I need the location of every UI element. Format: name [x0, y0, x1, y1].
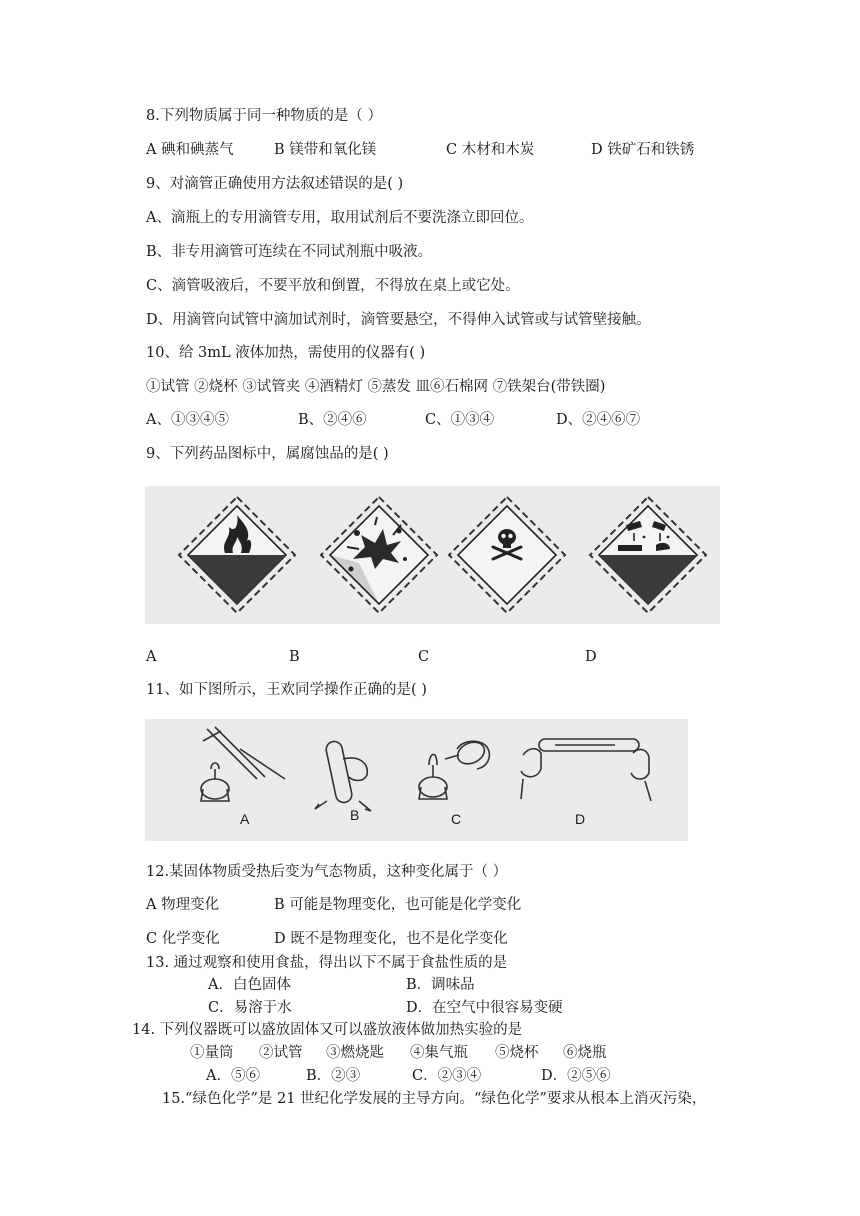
question-9-dropper-option-b: B、非专用滴管可连续在不同试剂瓶中吸液。 — [146, 244, 433, 260]
hazard-label-a: A — [146, 649, 157, 665]
question-10-stem: 10、给 3mL 液体加热，需使用的仪器有( ) — [146, 345, 426, 361]
operation-label-c: C — [451, 811, 462, 827]
question-12-option-b: B 可能是物理变化，也可能是化学变化 — [274, 897, 522, 913]
question-14-item-3: ③燃烧匙 — [326, 1045, 384, 1061]
question-14-item-5: ⑤烧杯 — [495, 1045, 539, 1061]
question-11-stem: 11、如下图所示，王欢同学操作正确的是( ) — [146, 682, 427, 698]
question-8-stem: 8.下列物质属于同一种物质的是（ ） — [146, 108, 382, 124]
flammable-hazard-icon — [179, 497, 295, 613]
question-14-item-4: ④集气瓶 — [410, 1045, 468, 1061]
question-14-option-a: A．⑤⑥ — [206, 1068, 260, 1084]
hazard-label-d: D — [585, 649, 597, 665]
question-14-option-c: C．②③④ — [412, 1068, 482, 1084]
question-10-items: ①试管 ②烧杯 ③试管夹 ④酒精灯 ⑤蒸发 皿⑥石棉网 ⑦铁架台(带铁圈) — [146, 379, 606, 395]
question-9-dropper-option-d: D、用滴管向试管中滴加试剂时，滴管要悬空，不得伸入试管或与试管壁接触。 — [146, 312, 651, 328]
question-14-option-d: D．②⑤⑥ — [541, 1068, 611, 1084]
question-14-item-6: ⑥烧瓶 — [563, 1045, 607, 1061]
question-14-item-1: ①量筒 — [190, 1045, 234, 1061]
corrosive-hazard-icon — [590, 497, 706, 613]
question-9-hazard-stem: 9、下列药品图标中，属腐蚀品的是( ) — [146, 446, 389, 462]
question-9-dropper-stem: 9、对滴管正确使用方法叙述错误的是( ) — [146, 176, 404, 192]
question-13-option-d: D．在空气中很容易变硬 — [406, 1000, 563, 1016]
operation-label-d: D — [575, 811, 586, 827]
question-13-option-b: B．调味品 — [406, 977, 475, 993]
operation-d-illustration — [521, 739, 651, 801]
operation-a-illustration — [201, 727, 285, 801]
operation-label-b: B — [350, 807, 360, 823]
explosive-hazard-icon — [321, 497, 437, 613]
question-10-option-d: D、②④⑥⑦ — [556, 412, 641, 428]
question-13-stem: 13. 通过观察和使用食盐，得出以下不属于食盐性质的是 — [146, 955, 508, 971]
hazard-symbols-figure — [145, 486, 720, 624]
question-12-option-d: D 既不是物理变化，也不是化学变化 — [274, 931, 508, 947]
question-12-option-c: C 化学变化 — [146, 931, 220, 947]
hazard-label-c: C — [418, 649, 430, 665]
question-9-dropper-option-c: C、滴管吸液后，不要平放和倒置，不得放在桌上或它处。 — [146, 278, 520, 294]
hazard-label-b: B — [289, 649, 300, 665]
question-13-option-a: A．白色固体 — [208, 977, 291, 993]
operation-c-illustration — [419, 738, 489, 799]
question-9-dropper-option-a: A、滴瓶上的专用滴管专用，取用试剂后不要洗涤立即回位。 — [146, 210, 534, 226]
operation-label-a: A — [240, 811, 250, 827]
operation-b-illustration — [315, 740, 371, 811]
question-8-option-b: B 镁带和氧化镁 — [274, 142, 377, 158]
question-8-option-a: A 碘和碘蒸气 — [146, 142, 234, 158]
question-10-option-a: A、①③④⑤ — [146, 412, 229, 428]
question-14-stem: 14. 下列仪器既可以盛放固体又可以盛放液体做加热实验的是 — [132, 1022, 523, 1038]
question-12-stem: 12.某固体物质受热后变为气态物质，这种变化属于（ ） — [146, 864, 508, 880]
question-10-option-b: B、②④⑥ — [298, 412, 367, 428]
toxic-hazard-icon — [449, 497, 565, 613]
question-8-option-c: C 木材和木炭 — [446, 142, 535, 158]
question-13-option-c: C．易溶于水 — [208, 1000, 292, 1016]
question-8-option-d: D 铁矿石和铁锈 — [591, 142, 695, 158]
question-10-option-c: C、①③④ — [425, 412, 495, 428]
question-14-item-2: ②试管 — [259, 1045, 303, 1061]
question-15-stem: 15.“绿色化学”是 21 世纪化学发展的主导方向。“绿色化学”要求从根本上消灭污染， — [162, 1091, 707, 1107]
question-12-option-a: A 物理变化 — [146, 897, 220, 913]
question-14-option-b: B．②③ — [306, 1068, 361, 1084]
lab-operations-figure — [145, 719, 688, 841]
